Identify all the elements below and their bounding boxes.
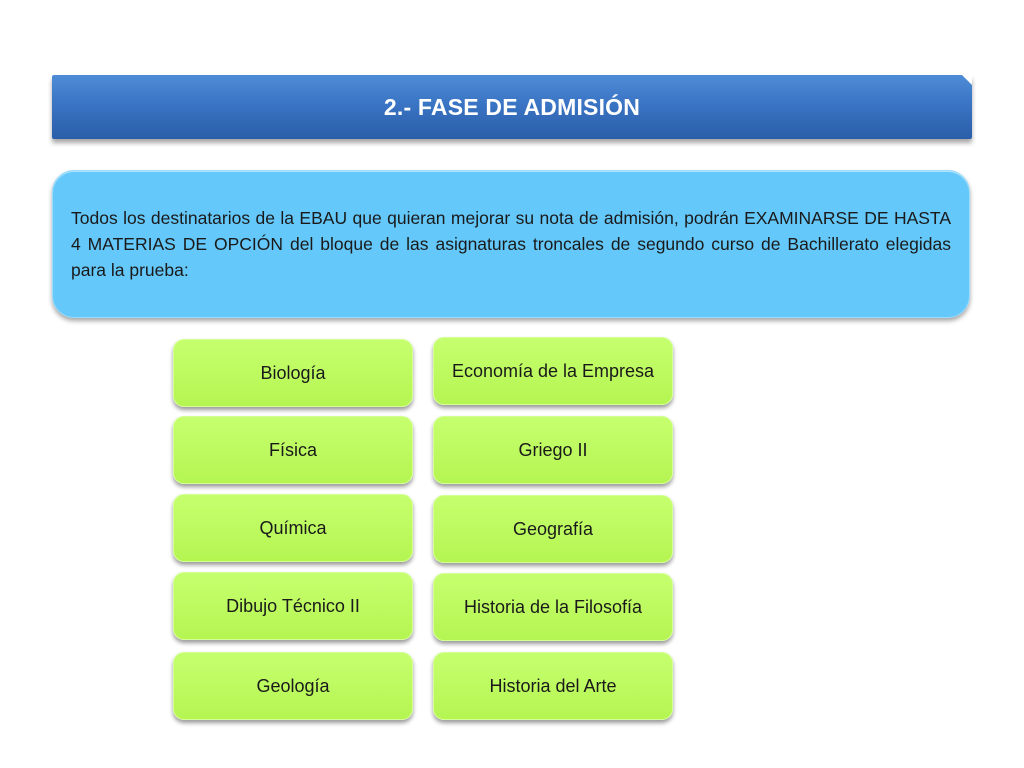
subject-box-historia-arte [433,652,673,720]
intro-box [52,170,970,318]
subject-box-griego [433,416,673,484]
subject-label: Economía de la Empresa [451,361,655,381]
subject-box-biologia [173,339,413,407]
subject-box-geologia [173,652,413,720]
title-banner [52,75,972,139]
subject-box-quimica [173,494,413,562]
subject-box-economia [433,337,673,405]
subject-box-dibujo-tecnico [173,572,413,640]
subject-label: Biología [260,363,326,383]
subject-label: Griego II [518,440,588,460]
page-title: 2.- FASE DE ADMISIÓN [383,93,641,120]
intro-text: Todos los destinatarios de la EBAU que quieran mejorar su nota de admisión, podrán EXAMINARSE DE HASTA 4 MATERIAS DE OPCIÓN del bloque de las asignaturas troncales de segundo curso de Bachillerato elegidas para la prueba: [71,208,951,280]
subject-box-fisica [173,416,413,484]
subject-label: Química [259,518,327,538]
subject-label: Geología [256,676,330,696]
subject-box-geografia [433,495,673,563]
subject-label: Historia de la Filosofía [463,597,643,617]
subject-label: Geografía [512,519,594,539]
subject-label: Dibujo Técnico II [226,596,360,616]
subject-box-historia-filosofia [433,573,673,641]
subject-label: Física [268,440,317,460]
subject-label: Historia del Arte [489,676,617,696]
